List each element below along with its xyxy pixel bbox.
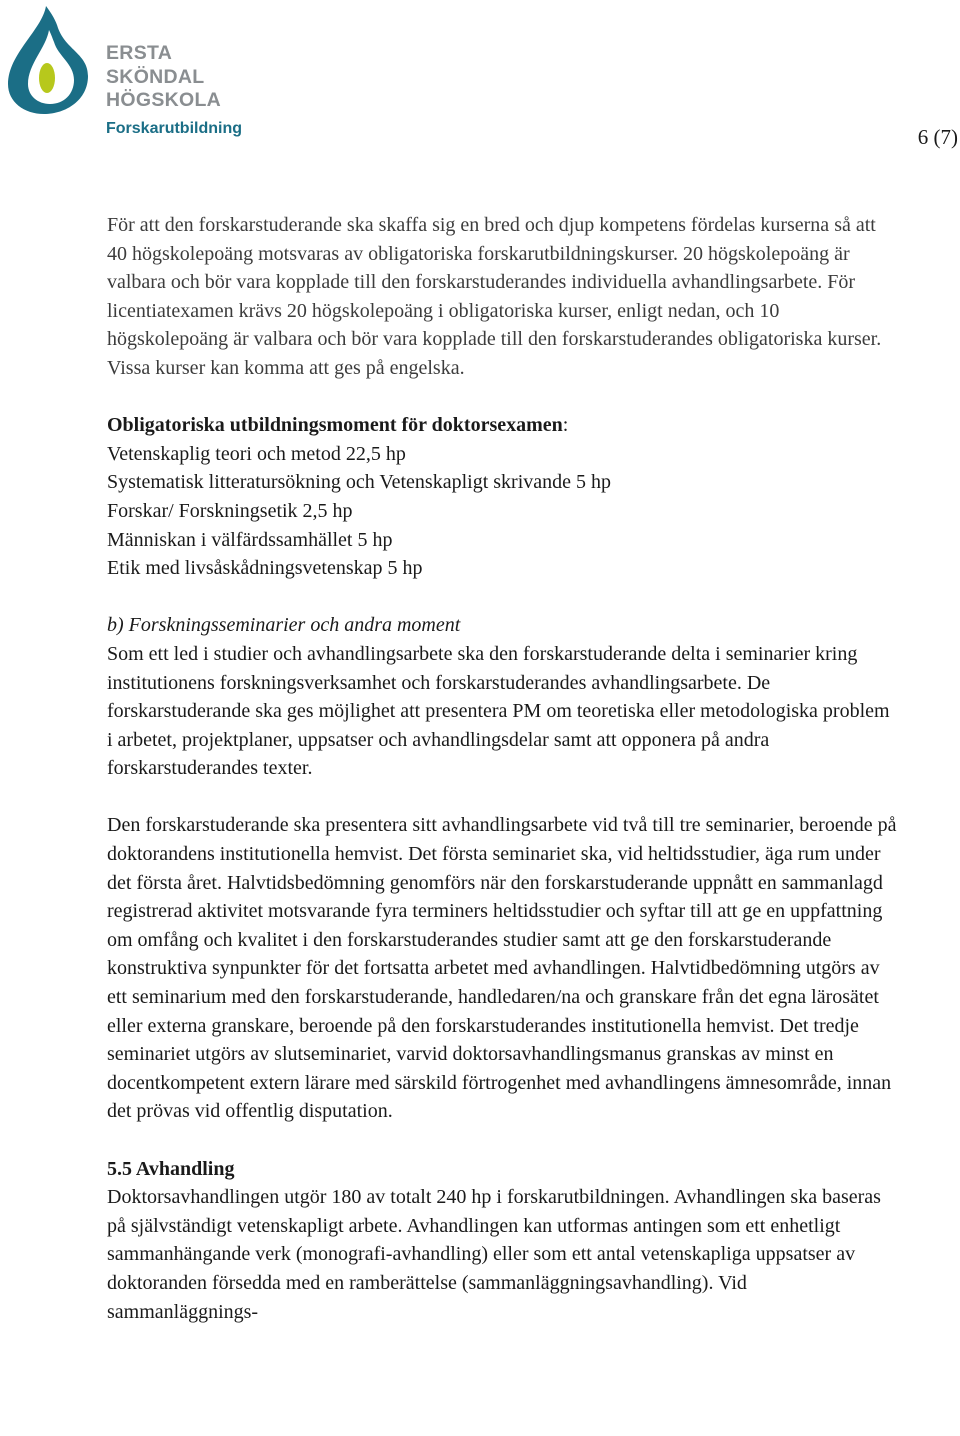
logo-name xyxy=(106,42,221,113)
water-drop-logo-icon xyxy=(2,4,94,116)
seminars-heading: b) Forskningsseminarier och andra moment xyxy=(107,614,461,637)
logo-line-1: ERSTA xyxy=(106,42,173,64)
intro-paragraph: För att den forskarstuderande ska skaffa sig en bred och djup kompetens fördelas kurserna så att 40 högskolepoäng motsvaras av obligatoriska forskarutbildningskurser. 20 högskolepoäng är valbara och bör vara kopplade till den forskarstuderandes individuella avhandlingsarbete. För licentiatexamen krävs 20 högskolepoäng i obligatoriska kurser, enligt nedan, och 10 högskolepoäng är valbara och bör vara kopplade till den forskarstuderandes obligatoriska kurser. Vissa kurser kan komma att ges på engelska. xyxy=(107,214,882,379)
logo-line-2: SKÖNDAL xyxy=(106,65,205,88)
seminars-paragraph-2: Den forskarstuderande ska presentera sitt avhandlingsarbete vid två till tre seminarier, beroende på doktorandens institutionella hemvist. Det första seminariet ska, vid heltidsstudier, äga rum under det första året. Halvtidsbedömning genomförs när den forskarstuderande uppnått en sammanlagd registrerad aktivitet motsvarande fyra terminers heltidsstudier och syftar till att ge en uppfattning om omfång och kvalitet i den forskarstuderandes studier samt att ge den forskarstuderande konstruktiva synpunkter för det fortsatta arbetet med avhandlingen. Halvtidbedömning utgörs av ett seminarium med den forskarstuderande, handledaren/na och granskare från det egna lärosätet eller externa granskare, beroende på den forskarstuderandes institutionella hemvist. Det tredje seminariet utgörs av slutseminariet, varvid doktorsavhandlingsmanus granskas av minst en docentkompetent extern lärare med särskild förtrogenhet med avhandlingens ämnesområde, innan det prövas vid offentlig disputation. xyxy=(107,814,897,1123)
course-item: Forskar/ Forskningsetik 2,5 hp xyxy=(107,499,353,522)
logo-subtitle: Forskarutbildning xyxy=(106,120,242,137)
mandatory-heading-line xyxy=(107,411,897,440)
seminars-paragraph-1: Som ett led i studier och avhandlingsarbete ska den forskarstuderande delta i seminarier kring institutionens forskningsverksamhet och forskarstuderandes avhandlingsarbete. De forskarstuderande ska ges möjlighet att presentera PM om teoretiska eller metodologiska problem i arbetet, projektplaner, uppsatser och avhandlingsdelar samt att opponera på andra forskarstuderandes texter. xyxy=(107,642,890,780)
course-item: Systematisk litteratursökning och Vetenskapligt skrivande 5 hp xyxy=(107,471,612,494)
mandatory-heading-colon: : xyxy=(562,414,569,437)
document-body xyxy=(107,211,897,1326)
thesis-paragraph: Doktorsavhandlingen utgör 180 av totalt 240 hp i forskarutbildningen. Avhandlingen ska baseras på självständigt vetenskapligt arbete. Avhandlingen kan utformas antingen som ett enhetligt sammanhängande verk (monografi-avhandling) eller som ett antal vetenskapliga uppsatser av doktoranden försedda med en ramberättelse (sammanläggningsavhandling). Vid sammanläggnings- xyxy=(107,1186,881,1323)
course-item: Vetenskaplig teori och metod 22,5 hp xyxy=(107,442,406,465)
course-item: Etik med livsåskådningsvetenskap 5 hp xyxy=(107,557,423,580)
course-item: Människan i välfärdssamhället 5 hp xyxy=(107,528,393,551)
logo xyxy=(0,0,260,150)
page-number: 6 (7) xyxy=(917,125,958,149)
thesis-heading: 5.5 Avhandling xyxy=(107,1157,235,1180)
mandatory-heading: Obligatoriska utbildningsmoment för doktorsexamen xyxy=(107,414,563,437)
logo-line-3: HÖGSKOLA xyxy=(106,89,222,111)
